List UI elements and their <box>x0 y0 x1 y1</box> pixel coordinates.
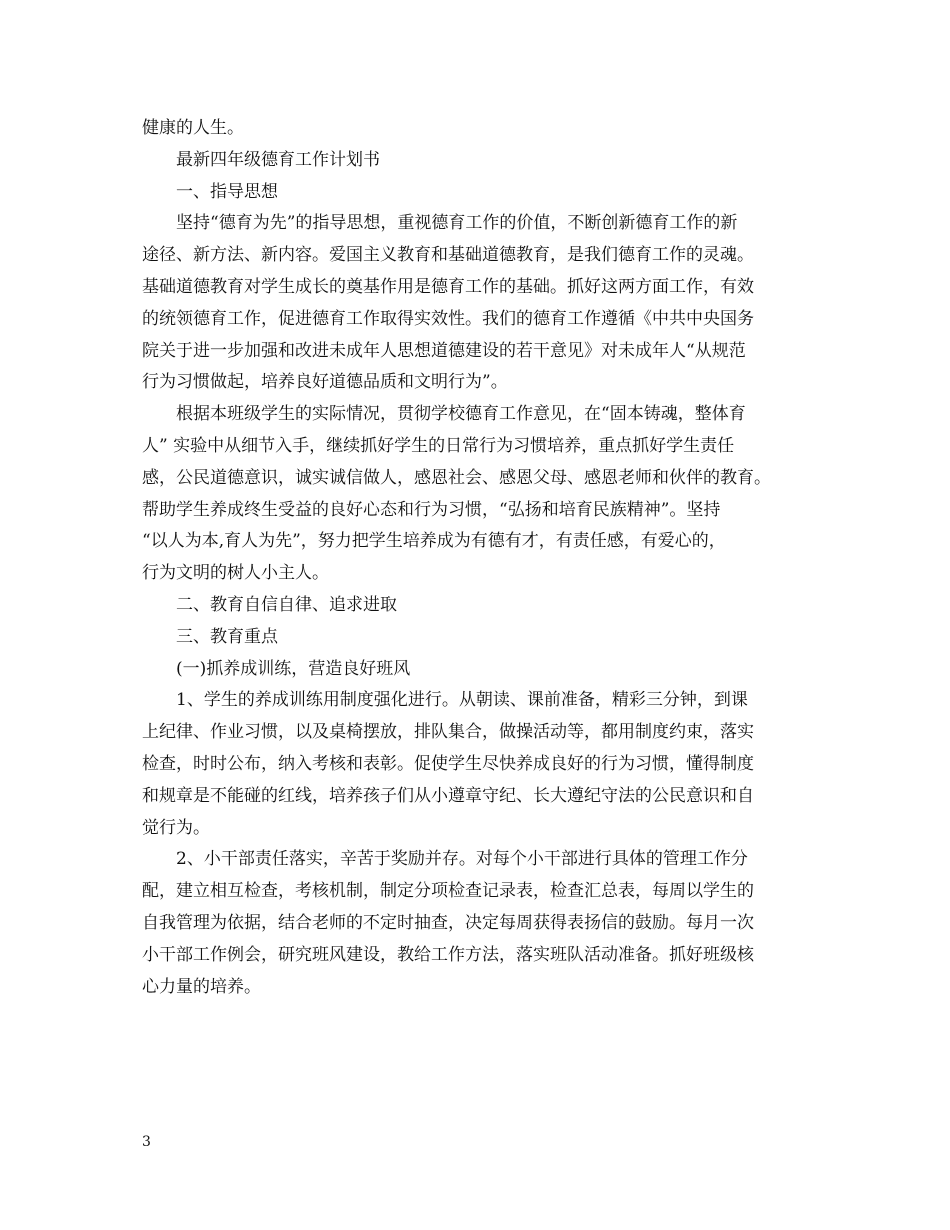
text-line: 途径、新方法、新内容。爱国主义教育和基础道德教育，是我们德育工作的灵魂。 <box>142 245 754 266</box>
text-line: 院关于进一步加强和改进未成年人思想道德建设的若干意见》对未成年人“从规范 <box>142 340 746 361</box>
text-line: 根据本班级学生的实际情况，贯彻学校德育工作意见，在“固本铸魂，整体育 <box>176 404 746 425</box>
section-heading: 一、指导思想 <box>176 181 278 202</box>
text-line: 心力量的培养。 <box>142 976 261 997</box>
text-line: 坚持“德育为先”的指导思想，重视德育工作的价值，不断创新德育工作的新 <box>176 213 738 234</box>
document-body <box>142 113 822 1003</box>
text-line: 1、学生的养成训练用制度强化进行。从朝读、课前准备，精彩三分钟，到课 <box>176 690 748 711</box>
text-line: 行为文明的树人小主人。 <box>142 563 329 584</box>
section-heading: 三、教育重点 <box>176 626 278 647</box>
text-line: 觉行为。 <box>142 817 210 838</box>
text-line: “以人为本,育人为先”，努力把学生培养成为有德有才，有责任感，有爱心的， <box>142 531 726 552</box>
section-heading: 二、教育自信自律、追求进取 <box>176 594 397 615</box>
text-line: 上纪律、作业习惯，以及桌椅摆放，排队集合，做操活动等，都用制度约束，落实 <box>142 722 754 743</box>
text-line: 帮助学生养成终生受益的良好心态和行为习惯，“弘扬和培育民族精神”。坚持 <box>142 499 721 520</box>
text-line: 感，公民道德意识，诚实诚信做人，感恩社会、感恩父母、感恩老师和伙伴的教育。 <box>142 467 771 488</box>
subsection-heading: (一)抓养成训练，营造良好班风 <box>176 658 411 679</box>
document-title: 最新四年级德育工作计划书 <box>176 149 380 170</box>
text-line: 人” 实验中从细节入手，继续抓好学生的日常行为习惯培养，重点抓好学生责任 <box>142 435 735 456</box>
text-line: 基础道德教育对学生成长的奠基作用是德育工作的基础。抓好这两方面工作，有效 <box>142 276 754 297</box>
text-line: 健康的人生。 <box>142 118 244 138</box>
page-number: 3 <box>142 1134 151 1150</box>
text-line: 的统领德育工作，促进德育工作取得实效性。我们的德育工作遵循《中共中央国务 <box>142 308 754 329</box>
text-line: 2、小干部责任落实，辛苦于奖励并存。对每个小干部进行具体的管理工作分 <box>176 849 748 870</box>
text-line: 小干部工作例会，研究班风建设，教给工作方法，落实班队活动准备。抓好班级核 <box>142 944 754 965</box>
text-line: 自我管理为依据，结合老师的不定时抽查，决定每周获得表扬信的鼓励。每月一次 <box>142 912 754 933</box>
text-line: 配，建立相互检查，考核机制，制定分项检查记录表，检查汇总表，每周以学生的 <box>142 881 754 902</box>
text-line: 检查，时时公布，纳入考核和表彰。促使学生尽快养成良好的行为习惯，懂得制度 <box>142 753 754 774</box>
text-line: 和规章是不能碰的红线，培养孩子们从小遵章守纪、长大遵纪守法的公民意识和自 <box>142 785 754 806</box>
text-line: 行为习惯做起，培养良好道德品质和文明行为”。 <box>142 372 508 393</box>
